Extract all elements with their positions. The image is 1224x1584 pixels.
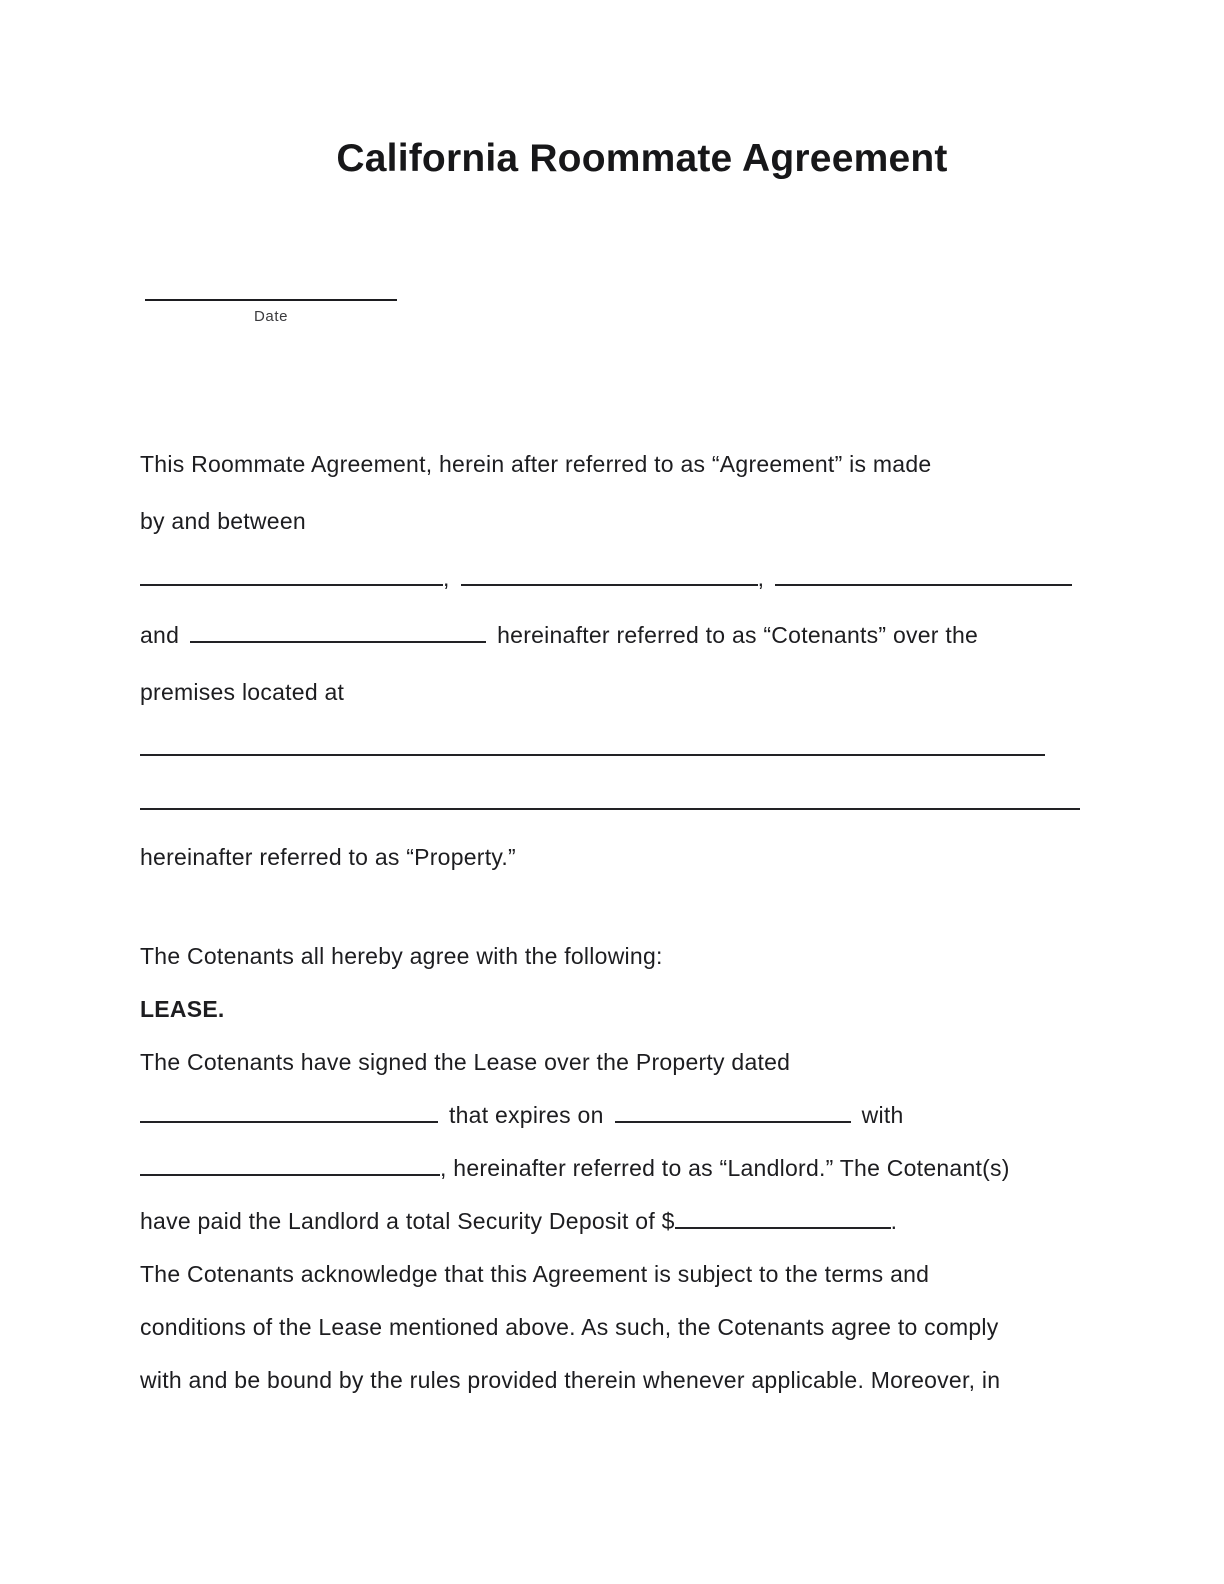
acknowledge-line-2: conditions of the Lease mentioned above. As such, the Cotenants agree to comply (140, 1314, 999, 1340)
cotenant-name-3-field[interactable] (775, 563, 1072, 586)
property-address-line-2-field[interactable] (140, 787, 1080, 810)
lease-line-1: The Cotenants have signed the Lease over the Property dated (140, 1049, 791, 1075)
cotenants-suffix-text: hereinafter referred to as “Cotenants” over the (497, 622, 979, 648)
security-deposit-amount-field[interactable] (675, 1206, 891, 1229)
lease-expiration-date-field[interactable] (615, 1100, 851, 1123)
cotenant-name-1-field[interactable] (140, 563, 443, 586)
property-address-row-1 (140, 721, 1144, 775)
date-label: Date (253, 308, 289, 325)
property-suffix-row: hereinafter referred to as “Property.” (140, 844, 516, 870)
agreement-section (140, 930, 1144, 1407)
agreement-date-field[interactable] (145, 299, 397, 301)
property-address-line-1-field[interactable] (140, 733, 1045, 756)
cotenant-name-4-row (140, 607, 1144, 664)
separator-comma: , (757, 565, 765, 591)
intro-line-2: by and between (140, 508, 306, 534)
lead-in-row: The Cotenants all hereby agree with the following: (140, 943, 663, 969)
separator-comma: , (443, 565, 450, 591)
acknowledge-line-1: The Cotenants acknowledge that this Agreement is subject to the terms and (140, 1261, 930, 1287)
lease-date-field[interactable] (140, 1100, 438, 1123)
page-title: California Roommate Agreement (336, 137, 948, 180)
cotenant-names-row (140, 550, 1144, 607)
lease-dates-row (140, 1089, 1144, 1142)
landlord-row (140, 1142, 1144, 1195)
deposit-row (140, 1195, 1144, 1248)
and-label: and (140, 622, 180, 648)
intro-line-1: This Roommate Agreement, herein after referred to as “Agreement” is made (140, 451, 932, 477)
cotenant-name-2-field[interactable] (461, 563, 758, 586)
premises-row: premises located at (140, 679, 345, 705)
expires-label: that expires on (449, 1102, 604, 1128)
intro-paragraph (140, 436, 1144, 886)
landlord-name-field[interactable] (140, 1153, 440, 1176)
cotenant-name-4-field[interactable] (190, 620, 486, 643)
lease-heading: LEASE. (140, 996, 225, 1022)
deposit-suffix-text: . (890, 1208, 898, 1234)
deposit-prefix-text: have paid the Landlord a total Security Deposit of $ (140, 1208, 675, 1234)
document-content (140, 0, 1144, 1407)
date-block (145, 299, 397, 326)
landlord-suffix-text: , hereinafter referred to as “Landlord.” The Cotenant(s) (440, 1155, 1010, 1181)
with-label: with (861, 1102, 904, 1128)
property-address-row-2 (140, 775, 1144, 829)
acknowledge-line-3: with and be bound by the rules provided therein whenever applicable. Moreover, in (140, 1367, 1001, 1393)
